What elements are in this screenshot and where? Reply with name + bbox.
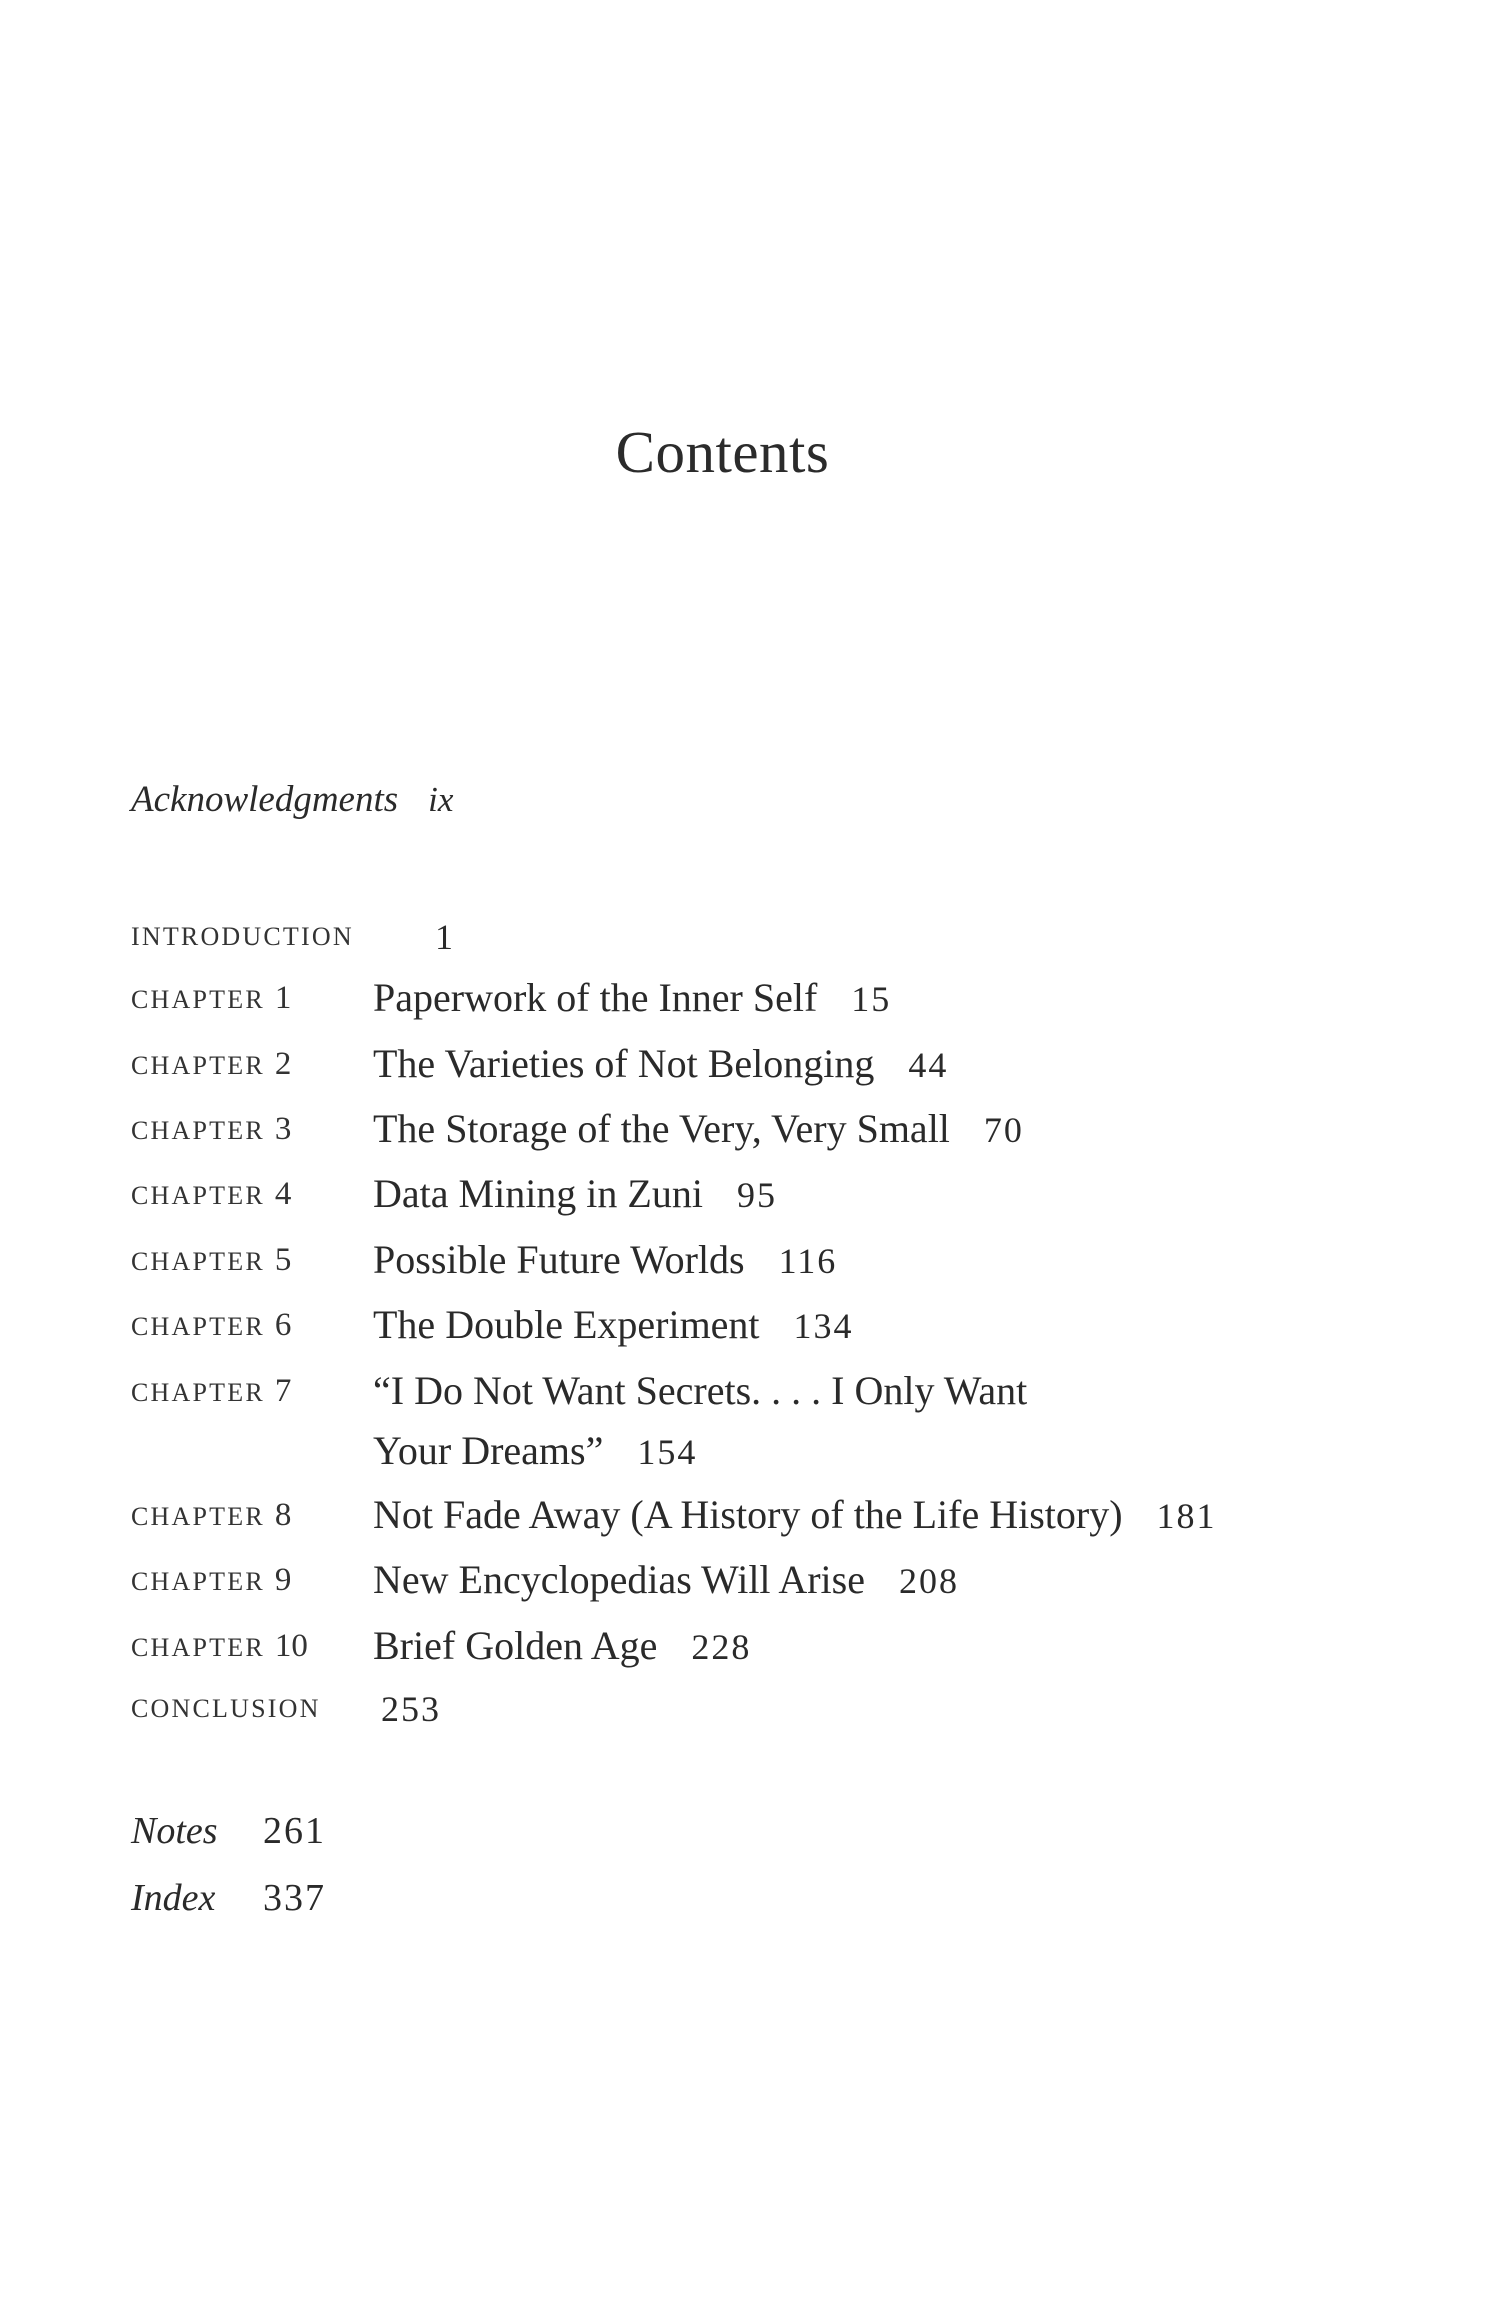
chapter-page: 208 — [898, 1561, 959, 1601]
conclusion-entry[interactable] — [131, 1682, 1391, 1742]
chapter-title: Paperwork of the Inner Self 15 — [373, 968, 891, 1029]
notes-label: Notes — [131, 1810, 218, 1852]
chapter-label: CHAPTER 9 — [131, 1562, 292, 1598]
chapter-page: 181 — [1156, 1496, 1217, 1536]
chapter-label: CHAPTER 8 — [131, 1497, 292, 1533]
chapter-page: 15 — [851, 979, 892, 1019]
chapter-entry-7[interactable] — [131, 1361, 1391, 1481]
introduction-entry[interactable] — [131, 910, 1391, 970]
chapter-entry-5[interactable] — [131, 1230, 1391, 1290]
chapter-entry-6[interactable] — [131, 1295, 1391, 1355]
conclusion-page: 253 — [381, 1689, 441, 1729]
introduction-page: 1 — [435, 917, 455, 957]
chapter-entry-4[interactable] — [131, 1164, 1391, 1224]
chapter-title: Brief Golden Age 228 — [373, 1616, 751, 1677]
acknowledgments-page: ix — [428, 780, 454, 819]
chapter-title-line-2: Your Dreams” 154 — [373, 1421, 1027, 1482]
notes-page: 261 — [263, 1810, 326, 1852]
chapter-entry-10[interactable] — [131, 1616, 1391, 1676]
chapter-label: CHAPTER 1 — [131, 980, 292, 1016]
conclusion-label: CONCLUSION — [131, 1694, 321, 1723]
chapter-entry-2[interactable] — [131, 1034, 1391, 1094]
chapter-label: CHAPTER 7 — [131, 1373, 292, 1409]
chapter-page: 134 — [793, 1306, 854, 1346]
chapter-page: 154 — [637, 1432, 698, 1472]
chapter-title: Possible Future Worlds 116 — [373, 1230, 837, 1291]
chapter-title: The Storage of the Very, Very Small 70 — [373, 1099, 1024, 1160]
introduction-label: INTRODUCTION — [131, 922, 354, 951]
chapter-label: CHAPTER 2 — [131, 1046, 292, 1082]
chapter-title: The Varieties of Not Belonging 44 — [373, 1034, 948, 1095]
chapter-page: 44 — [908, 1045, 949, 1085]
chapter-entry-8[interactable] — [131, 1485, 1391, 1545]
chapter-page: 228 — [691, 1627, 752, 1667]
chapter-label: CHAPTER 3 — [131, 1111, 292, 1147]
page-title: Contents — [615, 419, 830, 485]
index-label: Index — [131, 1877, 216, 1919]
chapter-label: CHAPTER 4 — [131, 1176, 292, 1212]
chapter-label: CHAPTER 6 — [131, 1307, 292, 1343]
chapter-page: 95 — [736, 1175, 777, 1215]
index-entry[interactable] — [131, 1876, 326, 1920]
chapter-label: CHAPTER 10 — [131, 1628, 308, 1664]
index-page: 337 — [263, 1877, 326, 1919]
chapter-title: New Encyclopedias Will Arise 208 — [373, 1550, 959, 1611]
chapter-title-line-1: “I Do Not Want Secrets. . . . I Only Want — [373, 1368, 1028, 1413]
chapter-title: Not Fade Away (A History of the Life History) 181 — [373, 1485, 1217, 1546]
chapter-title: The Double Experiment 134 — [373, 1295, 854, 1356]
chapter-title — [373, 1361, 1027, 1482]
chapter-page: 70 — [983, 1110, 1024, 1150]
chapter-page: 116 — [778, 1241, 838, 1281]
acknowledgments-label: Acknowledgments — [131, 779, 399, 820]
chapter-label: CHAPTER 5 — [131, 1242, 292, 1278]
chapter-entry-9[interactable] — [131, 1550, 1391, 1610]
chapter-entry-1[interactable] — [131, 968, 1391, 1028]
acknowledgments-entry[interactable] — [131, 778, 453, 821]
notes-entry[interactable] — [131, 1809, 326, 1853]
chapter-title: Data Mining in Zuni 95 — [373, 1164, 777, 1225]
chapter-entry-3[interactable] — [131, 1099, 1391, 1159]
